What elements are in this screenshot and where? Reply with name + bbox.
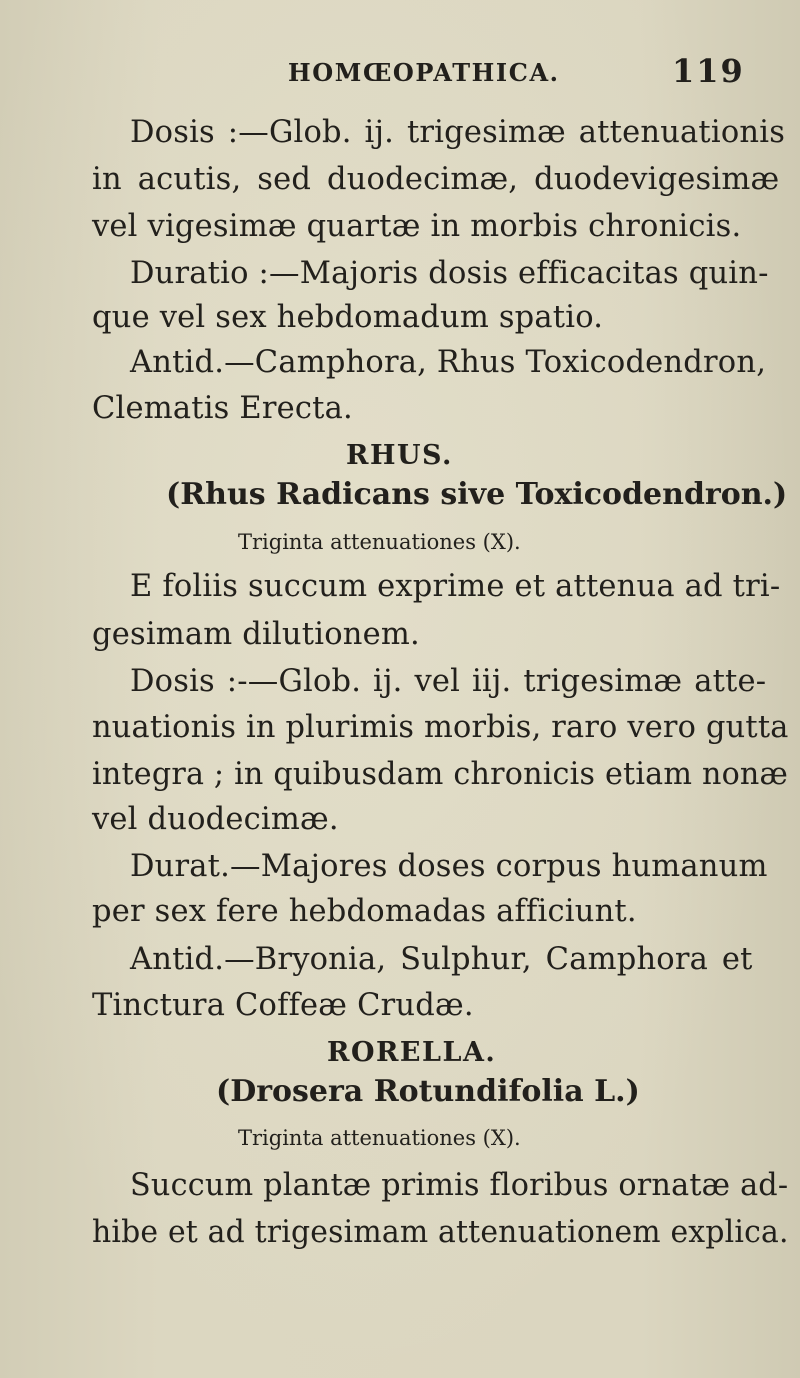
page-number: 119 [672,52,745,90]
text-line: Clematis Erecta. [92,391,353,426]
section-note-rorella: Triginta attenuationes (X). [238,1126,521,1150]
text-line: Antid.—Bryonia, Sulphur, Camphora et [130,942,753,977]
text-line: nuationis in plurimis morbis, raro vero gutta [92,710,789,745]
section-subtitle-rorella: (Drosera Rotundifolia L.) [216,1074,640,1109]
section-title-rorella: RORELLA. [327,1037,497,1068]
text-line: vel duodecimæ. [92,802,339,837]
text-line: E foliis succum exprime et attenua ad tri- [130,569,781,604]
running-head [0,52,800,96]
text-line: integra ; in quibusdam chronicis etiam nonæ [92,757,789,792]
text-line: in acutis, sed duodecimæ, duodevigesimæ [92,162,780,197]
text-line: Durat.—Majores doses corpus humanum [130,849,768,884]
text-line: per sex fere hebdomadas afficiunt. [92,894,637,929]
text-line: Antid.—Camphora, Rhus Toxicodendron, [130,345,767,380]
running-title: HOMŒOPATHICA. [288,58,560,87]
section-subtitle-rhus: (Rhus Radicans sive Toxicodendron.) [166,477,788,512]
text-line: gesimam dilutionem. [92,617,420,652]
text-line: Succum plantæ primis floribus ornatæ ad- [130,1168,789,1203]
text-line: Duratio :—Majoris dosis efficacitas quin- [130,256,769,291]
text-line: Dosis :—Glob. ij. trigesimæ attenuationis [130,115,786,150]
section-title-rhus: RHUS. [346,440,453,471]
text-line: Tinctura Coffeæ Crudæ. [92,988,474,1023]
text-line: Dosis :-—Glob. ij. vel iij. trigesimæ atte- [130,664,767,699]
text-line: vel vigesimæ quartæ in morbis chronicis. [92,209,742,244]
text-line: que vel sex hebdomadum spatio. [92,300,604,335]
text-line: hibe et ad trigesimam attenuationem explica. [92,1215,789,1250]
section-note-rhus: Triginta attenuationes (X). [238,530,521,554]
